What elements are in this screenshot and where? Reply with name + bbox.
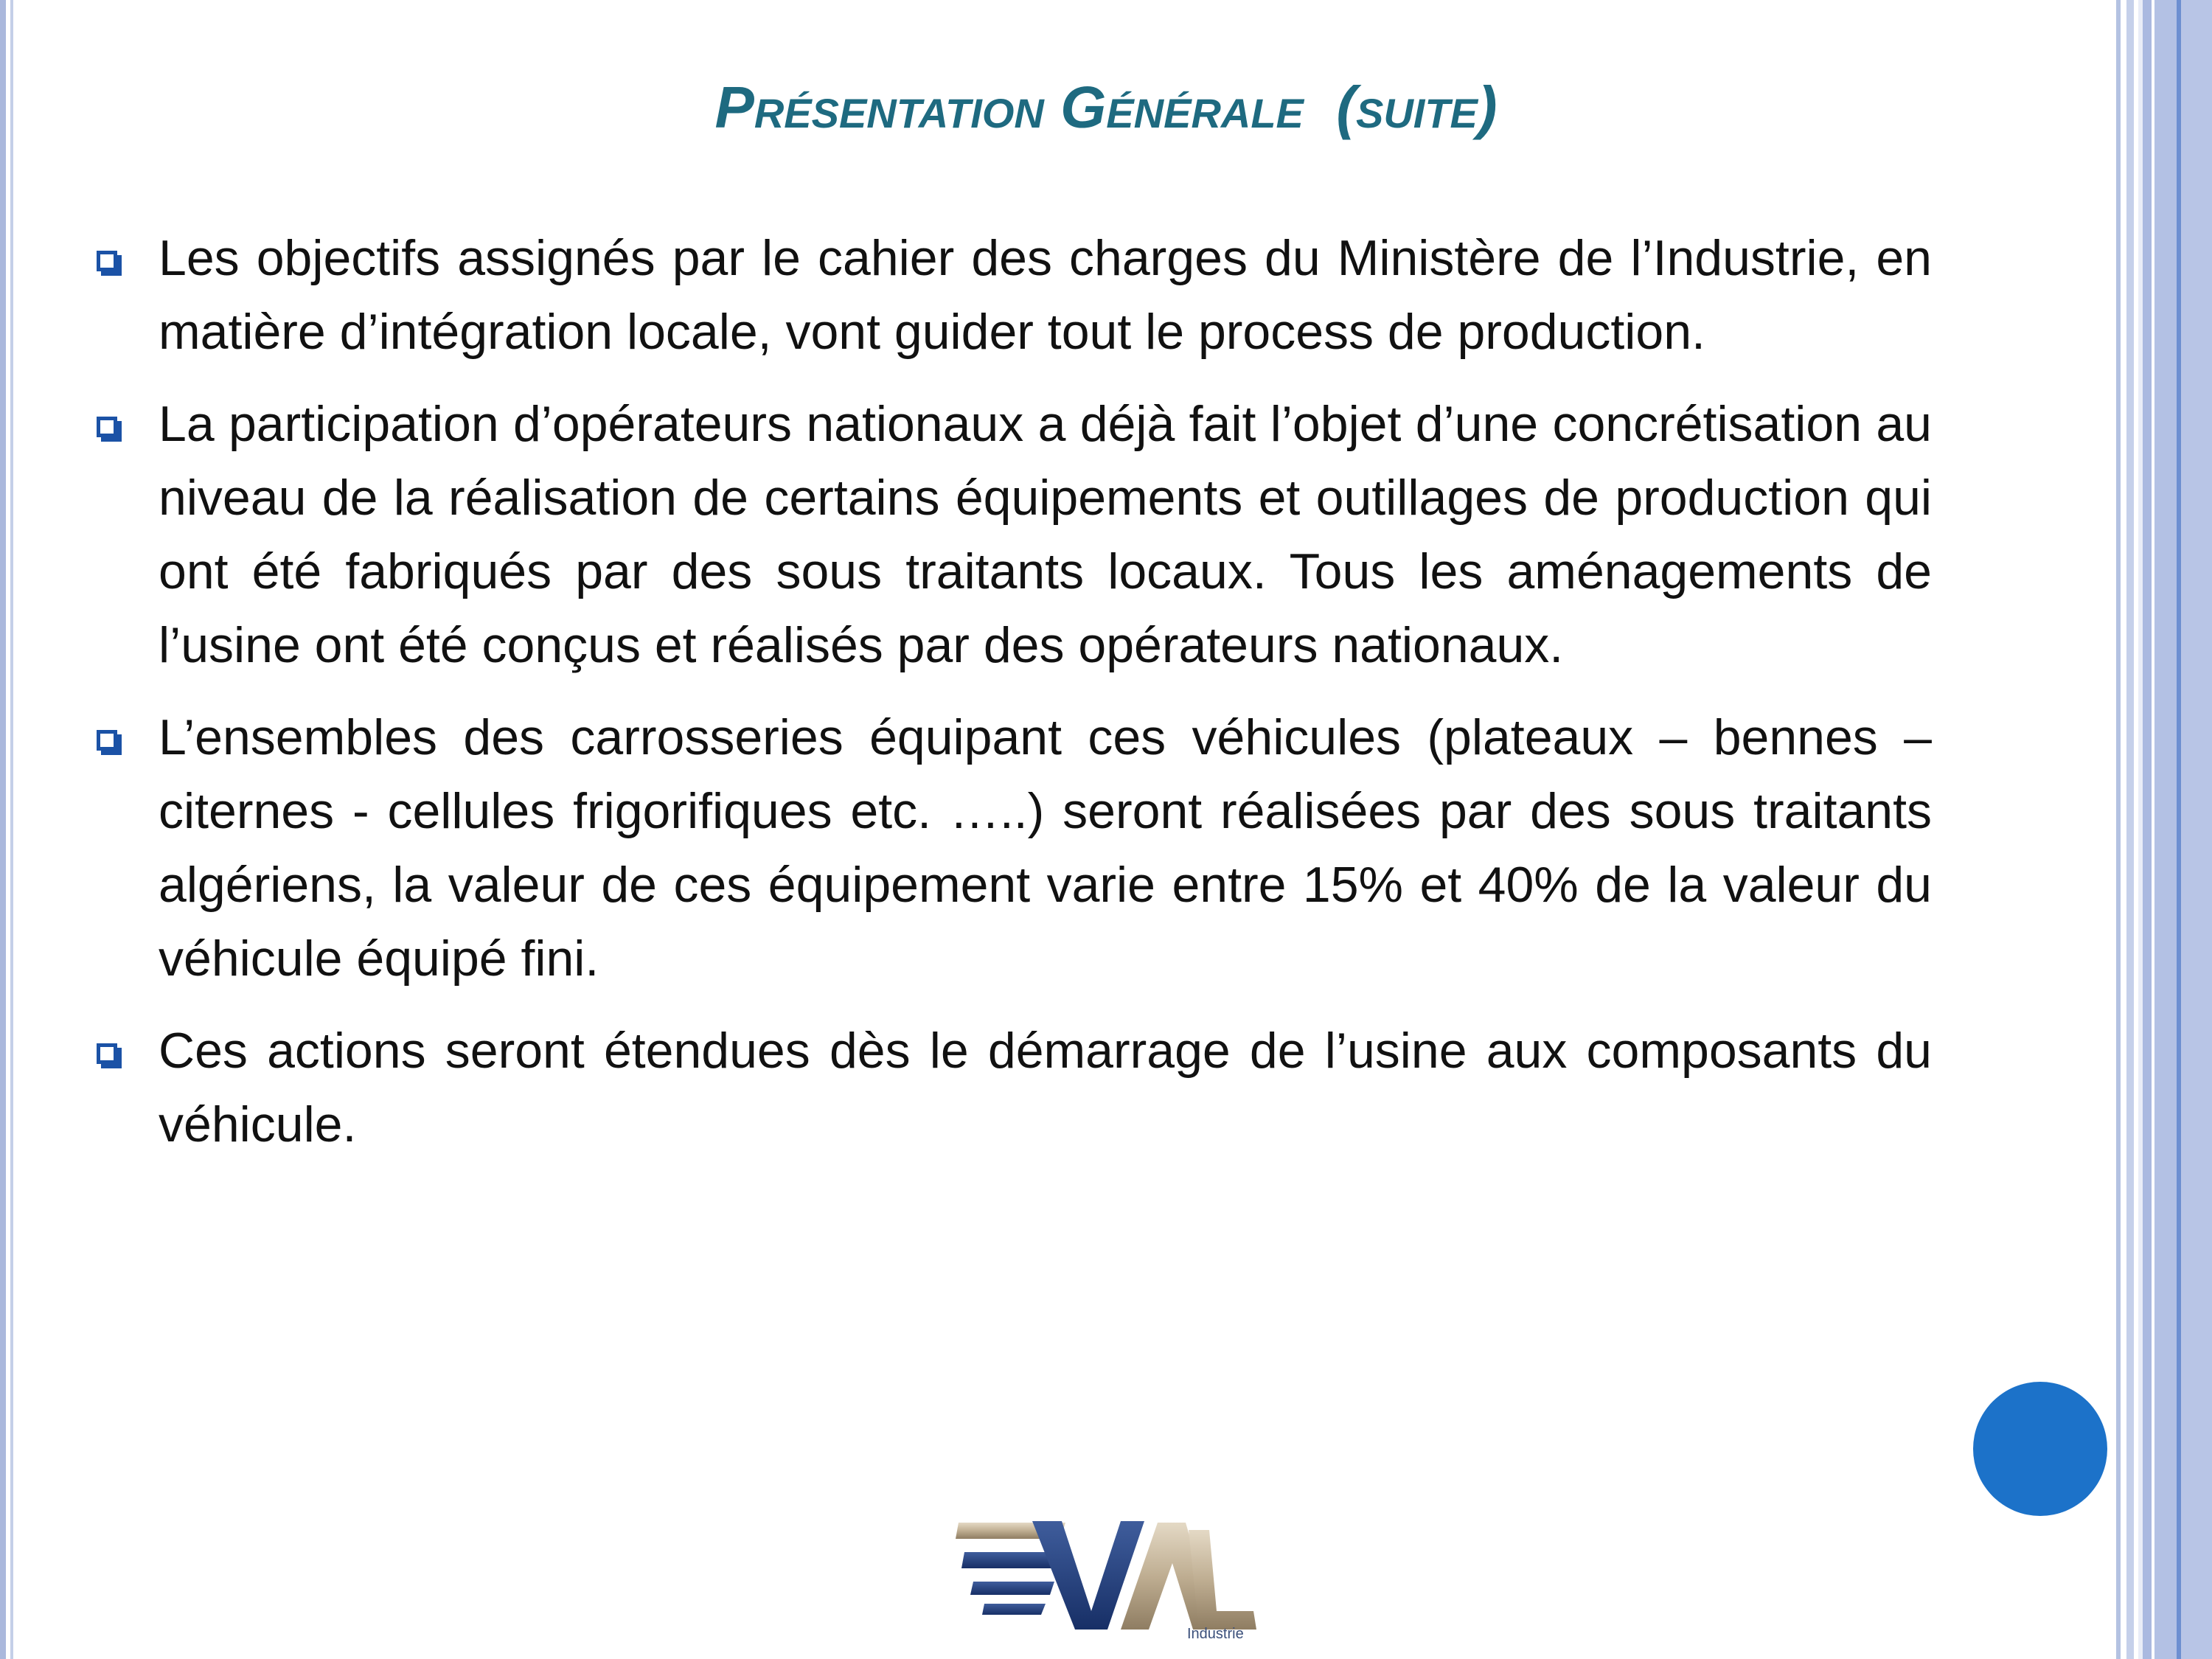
right-stripe	[2126, 0, 2134, 1659]
square-bullet-icon	[97, 730, 117, 751]
left-border	[0, 0, 6, 1659]
square-bullet-icon	[97, 251, 117, 271]
bullet-text: La participation d’opérateurs nationaux a déjà fait l’objet d’une concrétisation au niveau de la réalisation de certains équipements et outillages de production qui ont été fabriqués par des sous traitants locaux. Tous les aménagements de l’usine ont été conçus et réalisés par des opérateurs nationaux.	[159, 396, 1932, 673]
logo-l	[1189, 1530, 1256, 1630]
svg-text:Industrie: Industrie	[1187, 1626, 1244, 1641]
bullet-text: Ces actions seront étendues dès le démarrage de l’usine aux composants du véhicule.	[159, 1023, 1932, 1152]
right-stripe	[2143, 0, 2152, 1659]
bullet-list	[159, 221, 1932, 1180]
bullet-text: L’ensembles des carrosseries équipant ces véhicules (plateaux – bennes – citernes - cellules frigorifiques etc. …..) seront réalisées par des sous traitants algériens, la valeur de ces équipement varie entre 15% et 40% de la valeur du véhicule équipé fini.	[159, 709, 1932, 987]
bullet-item	[159, 700, 1932, 995]
logo-e-bar-low	[970, 1582, 1054, 1595]
bullet-item	[159, 387, 1932, 682]
slide-title: Présentation Générale (suite)	[714, 74, 1498, 140]
right-stripe	[2181, 0, 2212, 1659]
bullet-item	[159, 1014, 1932, 1161]
right-stripe	[2116, 0, 2121, 1659]
left-border-inner	[10, 0, 13, 1659]
logo-e-bar-bottom	[982, 1604, 1046, 1615]
eval-logo	[951, 1500, 1261, 1641]
decorative-circle	[1973, 1382, 2107, 1516]
right-stripe	[2154, 0, 2177, 1659]
square-bullet-icon	[97, 1043, 117, 1064]
bullet-item	[159, 221, 1932, 369]
square-bullet-icon	[97, 417, 117, 437]
bullet-text: Les objectifs assignés par le cahier des charges du Ministère de l’Industrie, en matière d’intégration locale, vont guider tout le process de production.	[159, 230, 1932, 360]
